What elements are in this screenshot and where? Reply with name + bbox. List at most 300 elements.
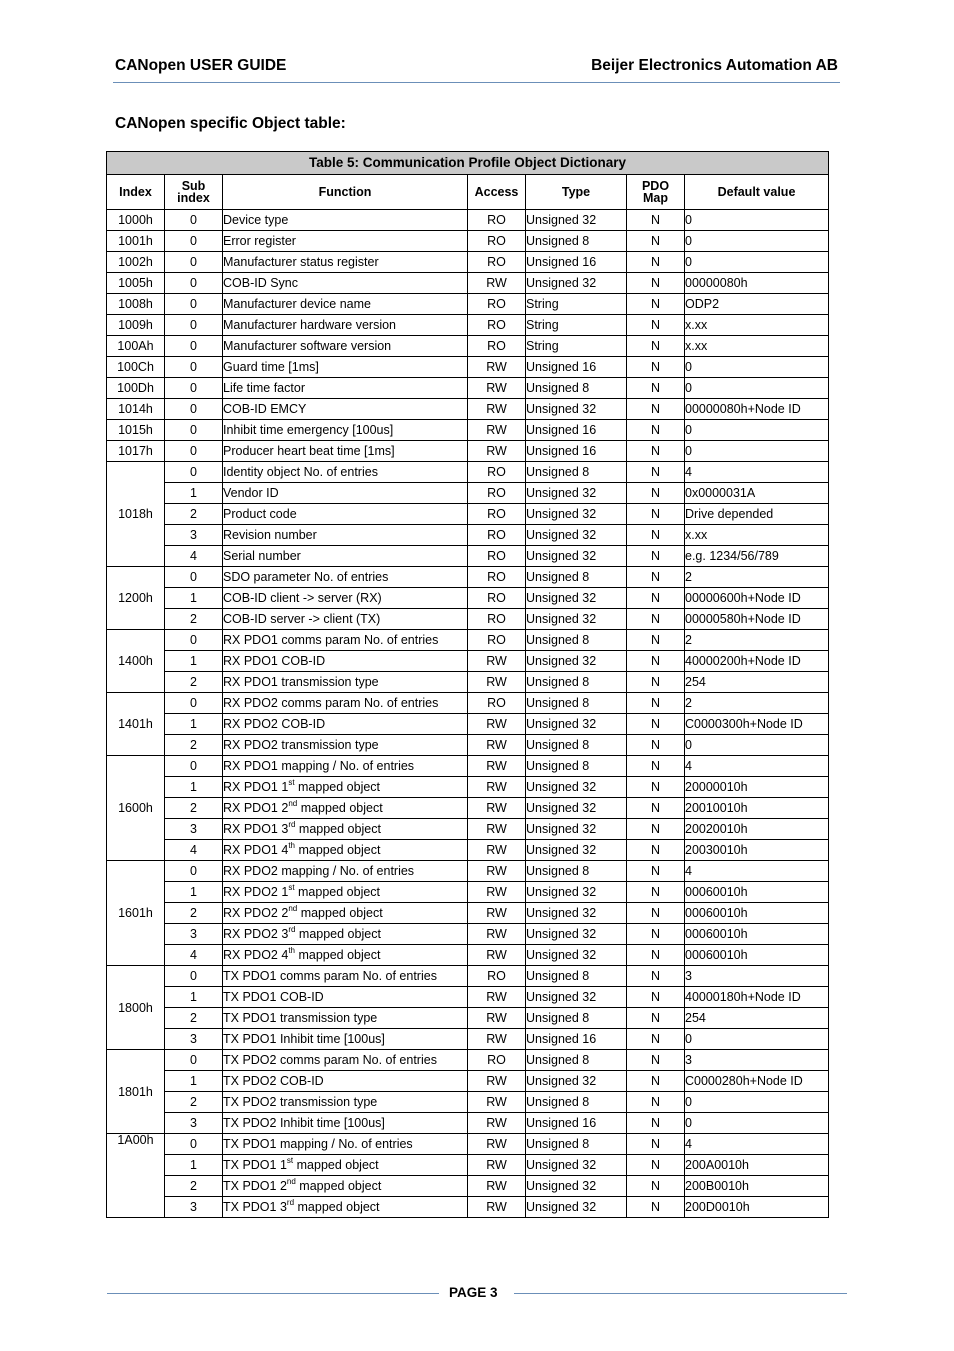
table-row — [107, 945, 829, 966]
cell-subindex: 2 — [165, 672, 223, 693]
cell-subindex: 1 — [165, 483, 223, 504]
cell-pdo-map: N — [627, 420, 685, 441]
cell-pdo-map: N — [627, 819, 685, 840]
cell-default-value: 0x0000031A — [685, 483, 829, 504]
cell-type: String — [526, 294, 627, 315]
cell-function — [223, 567, 468, 588]
cell-index: 100Ch — [107, 357, 165, 378]
table-row — [107, 294, 829, 315]
cell-type: Unsigned 32 — [526, 609, 627, 630]
cell-type: Unsigned 32 — [526, 819, 627, 840]
table-row — [107, 756, 829, 777]
cell-type: Unsigned 32 — [526, 777, 627, 798]
cell-subindex: 3 — [165, 1197, 223, 1218]
cell-type: Unsigned 16 — [526, 1029, 627, 1050]
cell-default-value: 2 — [685, 630, 829, 651]
cell-index: 1018h — [107, 462, 165, 567]
cell-pdo-map: N — [627, 441, 685, 462]
header-company-name: Beijer Electronics Automation AB — [591, 57, 838, 74]
cell-access: RO — [468, 315, 526, 336]
cell-subindex: 4 — [165, 945, 223, 966]
function-text: RX PDO1 4 — [223, 843, 289, 857]
cell-access: RW — [468, 987, 526, 1008]
header-divider — [113, 82, 840, 83]
cell-function — [223, 651, 468, 672]
cell-access: RO — [468, 462, 526, 483]
function-text-suffix: mapped object — [294, 843, 381, 857]
cell-function — [223, 336, 468, 357]
function-text: RX PDO1 mapping / No. of entries — [223, 759, 415, 773]
ordinal-suffix: th — [288, 945, 295, 955]
cell-subindex: 0 — [165, 399, 223, 420]
cell-function — [223, 903, 468, 924]
cell-pdo-map: N — [627, 252, 685, 273]
cell-access: RW — [468, 357, 526, 378]
table-row — [107, 1197, 829, 1218]
cell-subindex: 0 — [165, 630, 223, 651]
cell-access: RW — [468, 1071, 526, 1092]
cell-pdo-map: N — [627, 630, 685, 651]
cell-function — [223, 819, 468, 840]
column-header-type: Type — [526, 175, 627, 210]
cell-type: Unsigned 32 — [526, 546, 627, 567]
cell-access: RW — [468, 399, 526, 420]
table-body — [107, 210, 829, 1218]
cell-pdo-map: N — [627, 525, 685, 546]
cell-access: RW — [468, 945, 526, 966]
cell-subindex: 1 — [165, 777, 223, 798]
cell-type: Unsigned 8 — [526, 630, 627, 651]
cell-function — [223, 588, 468, 609]
table-row — [107, 231, 829, 252]
table-row — [107, 651, 829, 672]
cell-type: Unsigned 8 — [526, 1134, 627, 1155]
column-header-default-value: Default value — [685, 175, 829, 210]
cell-default-value: 00060010h — [685, 924, 829, 945]
cell-subindex: 0 — [165, 210, 223, 231]
cell-type: Unsigned 8 — [526, 735, 627, 756]
cell-default-value: 40000180h+Node ID — [685, 987, 829, 1008]
cell-default-value: 20000010h — [685, 777, 829, 798]
cell-pdo-map: N — [627, 1176, 685, 1197]
table-row — [107, 1155, 829, 1176]
cell-index: 1401h — [107, 693, 165, 756]
cell-default-value: 0 — [685, 1113, 829, 1134]
cell-index: 1015h — [107, 420, 165, 441]
cell-access: RW — [468, 714, 526, 735]
table-row — [107, 252, 829, 273]
cell-subindex: 3 — [165, 819, 223, 840]
ordinal-suffix: rd — [288, 819, 296, 829]
cell-access: RO — [468, 567, 526, 588]
table-row — [107, 924, 829, 945]
cell-access: RW — [468, 882, 526, 903]
function-text: TX PDO1 COB-ID — [223, 990, 324, 1004]
cell-function — [223, 357, 468, 378]
cell-pdo-map: N — [627, 777, 685, 798]
cell-function — [223, 714, 468, 735]
cell-access: RW — [468, 756, 526, 777]
function-text: TX PDO2 COB-ID — [223, 1074, 324, 1088]
cell-access: RW — [468, 1176, 526, 1197]
object-dictionary-table — [106, 151, 829, 1218]
cell-access: RO — [468, 525, 526, 546]
cell-default-value: 4 — [685, 756, 829, 777]
table-row — [107, 462, 829, 483]
function-text: Life time factor — [223, 381, 305, 395]
cell-index: 100Ah — [107, 336, 165, 357]
function-text: TX PDO2 transmission type — [223, 1095, 378, 1109]
cell-default-value: 0 — [685, 1092, 829, 1113]
column-header-index: Index — [107, 175, 165, 210]
cell-default-value: 00000080h — [685, 273, 829, 294]
cell-access: RO — [468, 504, 526, 525]
cell-pdo-map: N — [627, 672, 685, 693]
function-text: RX PDO1 3 — [223, 822, 289, 836]
footer-divider-right — [514, 1293, 847, 1294]
cell-subindex: 0 — [165, 252, 223, 273]
cell-subindex: 0 — [165, 315, 223, 336]
cell-pdo-map: N — [627, 294, 685, 315]
cell-type: Unsigned 32 — [526, 987, 627, 1008]
cell-access: RO — [468, 210, 526, 231]
table-row — [107, 777, 829, 798]
function-text-suffix: mapped object — [293, 1158, 379, 1172]
function-text: Inhibit time emergency [100us] — [223, 423, 394, 437]
function-text: Producer heart beat time [1ms] — [223, 444, 395, 458]
cell-pdo-map: N — [627, 357, 685, 378]
cell-pdo-map: N — [627, 588, 685, 609]
function-text: TX PDO2 comms param No. of entries — [223, 1053, 437, 1067]
cell-default-value: C0000300h+Node ID — [685, 714, 829, 735]
cell-function — [223, 210, 468, 231]
cell-function — [223, 1029, 468, 1050]
cell-pdo-map: N — [627, 1155, 685, 1176]
ordinal-suffix: rd — [288, 924, 296, 934]
cell-type: Unsigned 32 — [526, 882, 627, 903]
cell-pdo-map: N — [627, 462, 685, 483]
cell-pdo-map: N — [627, 987, 685, 1008]
table-row — [107, 357, 829, 378]
cell-function — [223, 273, 468, 294]
cell-access: RW — [468, 798, 526, 819]
cell-subindex: 2 — [165, 609, 223, 630]
cell-type: Unsigned 8 — [526, 378, 627, 399]
cell-type: Unsigned 32 — [526, 525, 627, 546]
cell-subindex: 0 — [165, 357, 223, 378]
cell-pdo-map: N — [627, 945, 685, 966]
function-text: TX PDO1 mapping / No. of entries — [223, 1137, 413, 1151]
cell-pdo-map: N — [627, 798, 685, 819]
cell-type: Unsigned 32 — [526, 588, 627, 609]
cell-function — [223, 861, 468, 882]
cell-type: Unsigned 32 — [526, 273, 627, 294]
column-header-function: Function — [223, 175, 468, 210]
cell-pdo-map: N — [627, 840, 685, 861]
cell-subindex: 0 — [165, 462, 223, 483]
cell-subindex: 2 — [165, 903, 223, 924]
cell-default-value: 3 — [685, 1050, 829, 1071]
cell-pdo-map: N — [627, 1092, 685, 1113]
cell-access: RO — [468, 336, 526, 357]
cell-index: 1008h — [107, 294, 165, 315]
table-row — [107, 987, 829, 1008]
cell-pdo-map: N — [627, 1050, 685, 1071]
table-row — [107, 315, 829, 336]
cell-subindex: 1 — [165, 714, 223, 735]
table-row — [107, 1029, 829, 1050]
cell-subindex: 0 — [165, 441, 223, 462]
cell-index: 1200h — [107, 567, 165, 630]
table-row — [107, 861, 829, 882]
cell-subindex: 4 — [165, 840, 223, 861]
cell-access: RO — [468, 609, 526, 630]
cell-access: RW — [468, 777, 526, 798]
cell-default-value: 200D0010h — [685, 1197, 829, 1218]
cell-function — [223, 924, 468, 945]
column-header-pdo-map — [627, 175, 685, 210]
cell-type: Unsigned 8 — [526, 672, 627, 693]
cell-default-value: 0 — [685, 441, 829, 462]
cell-default-value: 0 — [685, 1029, 829, 1050]
cell-type: String — [526, 336, 627, 357]
cell-access: RO — [468, 966, 526, 987]
function-text: COB-ID server -> client (TX) — [223, 612, 381, 626]
cell-pdo-map: N — [627, 609, 685, 630]
cell-default-value: x.xx — [685, 336, 829, 357]
function-text: Manufacturer hardware version — [223, 318, 396, 332]
cell-access: RW — [468, 672, 526, 693]
cell-subindex: 3 — [165, 525, 223, 546]
function-text: Error register — [223, 234, 296, 248]
column-header-subindex-line2: index — [177, 191, 210, 205]
table-row — [107, 735, 829, 756]
function-text: RX PDO2 mapping / No. of entries — [223, 864, 415, 878]
cell-function — [223, 1071, 468, 1092]
cell-access: RO — [468, 483, 526, 504]
cell-index: 1001h — [107, 231, 165, 252]
cell-subindex: 0 — [165, 693, 223, 714]
cell-function — [223, 735, 468, 756]
cell-default-value: 0 — [685, 210, 829, 231]
cell-type: Unsigned 16 — [526, 252, 627, 273]
cell-pdo-map: N — [627, 861, 685, 882]
table-row — [107, 1092, 829, 1113]
cell-access: RW — [468, 651, 526, 672]
cell-function — [223, 882, 468, 903]
cell-subindex: 4 — [165, 546, 223, 567]
cell-subindex: 3 — [165, 924, 223, 945]
cell-subindex: 1 — [165, 1155, 223, 1176]
cell-type: Unsigned 32 — [526, 945, 627, 966]
cell-subindex: 1 — [165, 1071, 223, 1092]
cell-function — [223, 1176, 468, 1197]
cell-type: Unsigned 16 — [526, 441, 627, 462]
cell-subindex: 1 — [165, 651, 223, 672]
table-row — [107, 903, 829, 924]
cell-type: Unsigned 32 — [526, 1155, 627, 1176]
cell-function — [223, 840, 468, 861]
table-row — [107, 399, 829, 420]
cell-index: 1600h — [107, 756, 165, 861]
cell-default-value: 0 — [685, 231, 829, 252]
cell-default-value: 4 — [685, 462, 829, 483]
cell-default-value: 4 — [685, 1134, 829, 1155]
table-row — [107, 483, 829, 504]
cell-function — [223, 630, 468, 651]
function-text: COB-ID EMCY — [223, 402, 307, 416]
cell-function — [223, 1092, 468, 1113]
cell-pdo-map: N — [627, 924, 685, 945]
cell-function — [223, 1155, 468, 1176]
table-row — [107, 1113, 829, 1134]
cell-type: Unsigned 16 — [526, 1113, 627, 1134]
function-text: TX PDO1 Inhibit time [100us] — [223, 1032, 385, 1046]
function-text-suffix: mapped object — [297, 906, 383, 920]
cell-type: Unsigned 16 — [526, 420, 627, 441]
cell-default-value: 0 — [685, 252, 829, 273]
function-text: TX PDO1 transmission type — [223, 1011, 378, 1025]
ordinal-suffix: th — [288, 840, 295, 850]
cell-type: Unsigned 8 — [526, 693, 627, 714]
function-text: RX PDO1 2 — [223, 801, 289, 815]
cell-type: Unsigned 32 — [526, 903, 627, 924]
column-header-subindex-line1: Sub — [181, 179, 206, 193]
ordinal-suffix: nd — [288, 903, 298, 913]
cell-default-value: 200B0010h — [685, 1176, 829, 1197]
cell-pdo-map: N — [627, 651, 685, 672]
cell-access: RW — [468, 735, 526, 756]
cell-type: Unsigned 32 — [526, 651, 627, 672]
section-title: CANopen specific Object table: — [115, 115, 346, 132]
cell-index: 1800h — [107, 966, 165, 1050]
cell-pdo-map: N — [627, 714, 685, 735]
cell-type: Unsigned 8 — [526, 462, 627, 483]
cell-index: 100Dh — [107, 378, 165, 399]
cell-pdo-map: N — [627, 693, 685, 714]
cell-access: RW — [468, 1029, 526, 1050]
table-row — [107, 1050, 829, 1071]
cell-index: 1801h — [107, 1050, 165, 1134]
function-text-suffix: mapped object — [294, 948, 381, 962]
cell-subindex: 2 — [165, 1176, 223, 1197]
cell-type: Unsigned 32 — [526, 1197, 627, 1218]
cell-function — [223, 252, 468, 273]
function-text: Device type — [223, 213, 289, 227]
cell-subindex: 1 — [165, 987, 223, 1008]
cell-subindex: 2 — [165, 1092, 223, 1113]
cell-subindex: 0 — [165, 336, 223, 357]
cell-default-value: 0 — [685, 378, 829, 399]
cell-type: Unsigned 32 — [526, 504, 627, 525]
function-text: RX PDO2 transmission type — [223, 738, 379, 752]
cell-access: RW — [468, 1155, 526, 1176]
cell-type: Unsigned 32 — [526, 798, 627, 819]
cell-function — [223, 945, 468, 966]
ordinal-suffix: nd — [286, 1176, 296, 1186]
function-text-suffix: mapped object — [297, 801, 383, 815]
cell-index: 1014h — [107, 399, 165, 420]
cell-default-value: 4 — [685, 861, 829, 882]
cell-pdo-map: N — [627, 378, 685, 399]
cell-default-value: e.g. 1234/56/789 — [685, 546, 829, 567]
cell-type: String — [526, 315, 627, 336]
cell-subindex: 0 — [165, 378, 223, 399]
cell-subindex: 1 — [165, 588, 223, 609]
cell-type: Unsigned 8 — [526, 756, 627, 777]
cell-access: RW — [468, 1134, 526, 1155]
table-row — [107, 273, 829, 294]
cell-default-value: 00060010h — [685, 903, 829, 924]
cell-type: Unsigned 8 — [526, 966, 627, 987]
cell-pdo-map: N — [627, 399, 685, 420]
cell-function — [223, 1050, 468, 1071]
cell-default-value: 0 — [685, 357, 829, 378]
table-row — [107, 1176, 829, 1197]
cell-default-value: 2 — [685, 693, 829, 714]
cell-function — [223, 483, 468, 504]
cell-subindex: 0 — [165, 1134, 223, 1155]
cell-subindex: 2 — [165, 798, 223, 819]
footer-divider-left — [107, 1293, 439, 1294]
cell-pdo-map: N — [627, 735, 685, 756]
function-text: RX PDO1 transmission type — [223, 675, 379, 689]
function-text-suffix: mapped object — [294, 780, 381, 794]
table-row — [107, 1071, 829, 1092]
column-header-pdo-line1: PDO — [641, 179, 670, 193]
cell-function — [223, 441, 468, 462]
cell-subindex: 2 — [165, 735, 223, 756]
table-row — [107, 441, 829, 462]
function-text: Product code — [223, 507, 297, 521]
function-text: Guard time [1ms] — [223, 360, 319, 374]
cell-type: Unsigned 8 — [526, 1092, 627, 1113]
function-text: Vendor ID — [223, 486, 279, 500]
cell-default-value: C0000280h+Node ID — [685, 1071, 829, 1092]
cell-access: RW — [468, 378, 526, 399]
column-header-subindex — [165, 175, 223, 210]
cell-access: RW — [468, 420, 526, 441]
cell-function — [223, 1134, 468, 1155]
table-row — [107, 819, 829, 840]
table-row — [107, 630, 829, 651]
cell-type: Unsigned 32 — [526, 1071, 627, 1092]
cell-function — [223, 777, 468, 798]
cell-pdo-map: N — [627, 504, 685, 525]
column-header-access: Access — [468, 175, 526, 210]
table-row — [107, 840, 829, 861]
cell-subindex: 3 — [165, 1029, 223, 1050]
cell-function — [223, 987, 468, 1008]
ordinal-suffix: rd — [286, 1197, 295, 1207]
cell-pdo-map: N — [627, 336, 685, 357]
cell-pdo-map: N — [627, 315, 685, 336]
cell-index: 1009h — [107, 315, 165, 336]
cell-function — [223, 420, 468, 441]
cell-pdo-map: N — [627, 903, 685, 924]
cell-access: RW — [468, 903, 526, 924]
cell-default-value: 00000600h+Node ID — [685, 588, 829, 609]
table-row — [107, 588, 829, 609]
function-text: TX PDO1 2 — [223, 1179, 287, 1193]
cell-default-value: 00060010h — [685, 945, 829, 966]
cell-type: Unsigned 16 — [526, 357, 627, 378]
cell-subindex: 1 — [165, 882, 223, 903]
table-row — [107, 1008, 829, 1029]
table-row — [107, 567, 829, 588]
cell-access: RW — [468, 1197, 526, 1218]
cell-function — [223, 378, 468, 399]
